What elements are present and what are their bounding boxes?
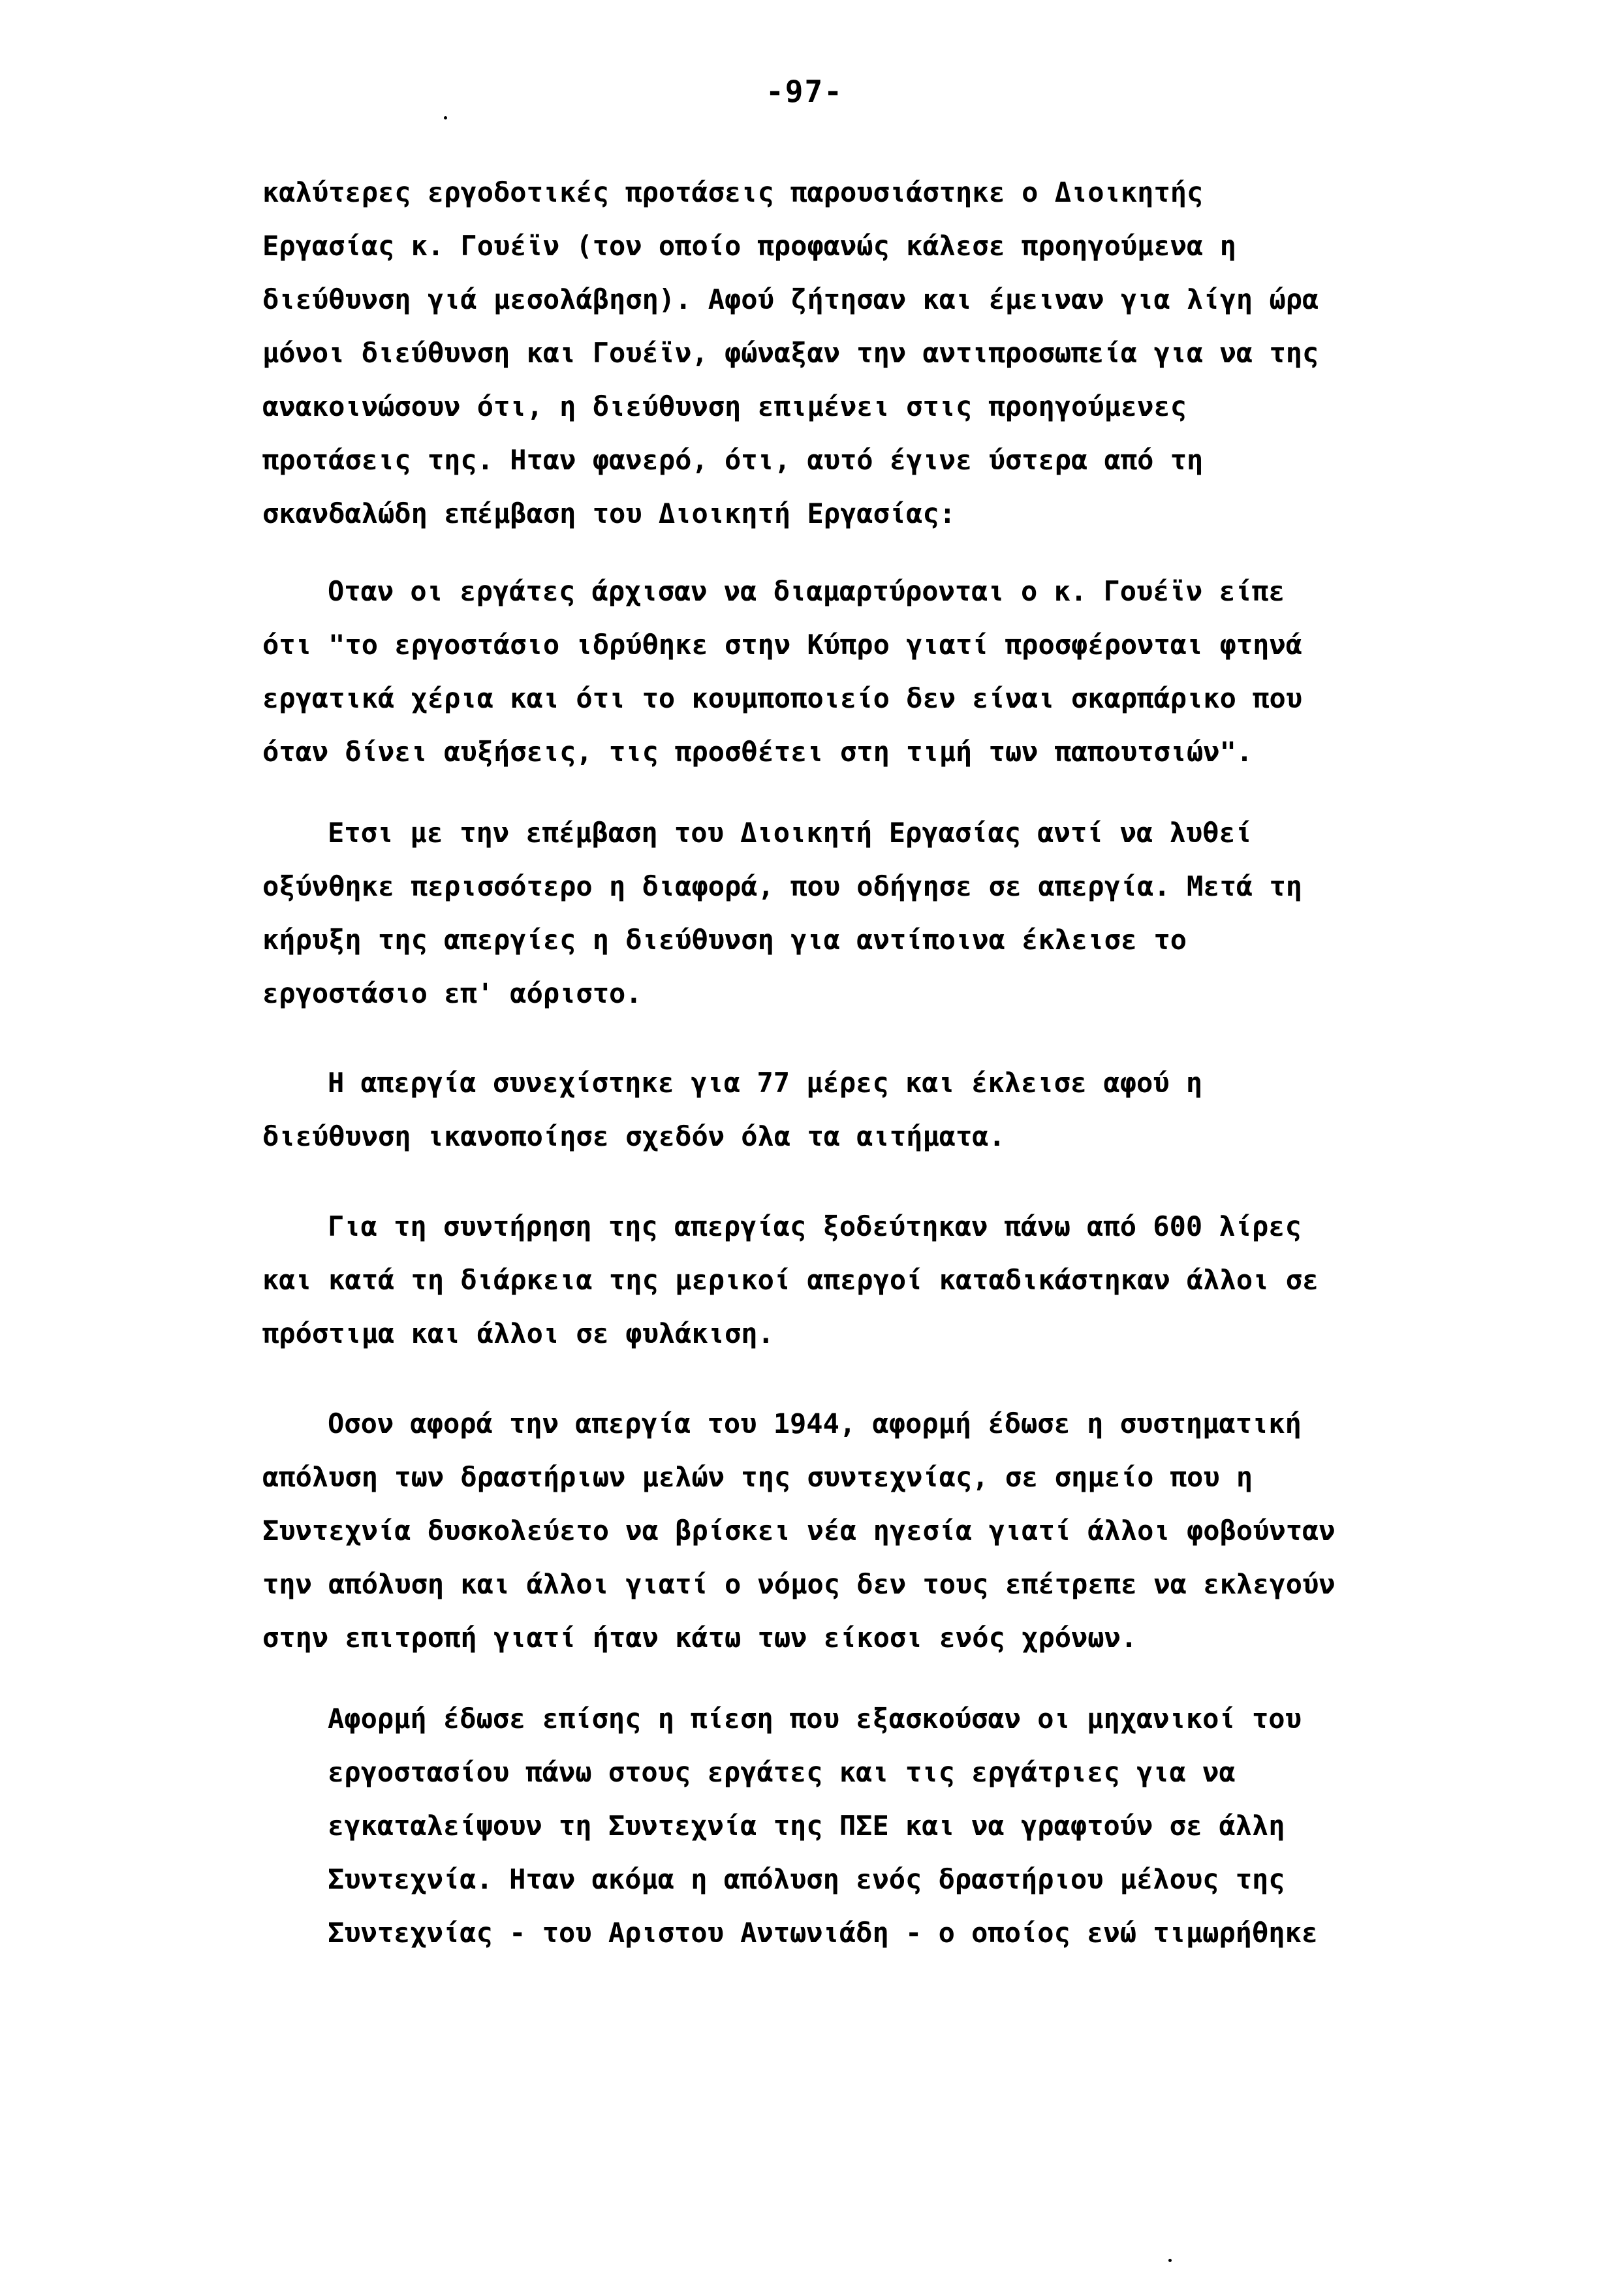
paragraph-4 bbox=[262, 1056, 1202, 1163]
text-line: μόνοι διεύθυνση και Γουέϊν, φώναξαν την αντιπροσωπεία για να της bbox=[262, 337, 1319, 369]
text-line: στην επιτροπή γιατί ήταν κάτω των είκοσι ενός χρόνων. bbox=[262, 1622, 1138, 1654]
text-line: κήρυξη της απεργίες η διεύθυνση για αντίποινα έκλεισε το bbox=[262, 924, 1187, 956]
text-line: και κατά τη διάρκεια της μερικοί απεργοί καταδικάστηκαν άλλοι σε bbox=[262, 1264, 1319, 1296]
text-line: προτάσεις της. Ηταν φανερό, ότι, αυτό έγινε ύστερα από τη bbox=[262, 444, 1204, 476]
text-line: οξύνθηκε περισσότερο η διαφορά, που οδήγησε σε απεργία. Μετά τη bbox=[262, 870, 1303, 902]
text-line: εργατικά χέρια και ότι το κουμποποιείο δεν είναι σκαρπάρικο που bbox=[262, 682, 1303, 714]
text-line: Συντεχνία δυσκολεύετο να βρίσκει νέα ηγεσία γιατί άλλοι φοβούνταν bbox=[262, 1515, 1336, 1547]
text-line: Οταν οι εργάτες άρχισαν να διαμαρτύρονται ο κ. Γουέϊν είπε bbox=[328, 575, 1285, 607]
text-line: ότι "το εργοστάσιο ιδρύθηκε στην Κύπρο γιατί προσφέρονται φτηνά bbox=[262, 629, 1303, 661]
text-line: Εργασίας κ. Γουέϊν (τον οποίο προφανώς κάλεσε προηγούμενα η bbox=[262, 230, 1236, 262]
scan-speck bbox=[444, 116, 447, 119]
text-line: Αφορμή έδωσε επίσης η πίεση που εξασκούσαν οι μηχανικοί του bbox=[328, 1703, 1302, 1735]
text-line: Συντεχνία. Ηταν ακόμα η απόλυση ενός δραστήριου μέλους της bbox=[328, 1863, 1285, 1895]
text-line: πρόστιμα και άλλοι σε φυλάκιση. bbox=[262, 1317, 774, 1349]
text-line: σκανδαλώδη επέμβαση του Διοικητή Εργασίας: bbox=[262, 497, 956, 529]
text-line: την απόλυση και άλλοι γιατί ο νόμος δεν τους επέτρεπε να εκλεγούν bbox=[262, 1568, 1336, 1600]
page-number: -97- bbox=[766, 74, 843, 109]
paragraph-2 bbox=[262, 565, 1302, 779]
paragraph-5 bbox=[262, 1200, 1319, 1360]
text-line: όταν δίνει αυξήσεις, τις προσθέτει στη τιμή των παπουτσιών". bbox=[262, 736, 1253, 768]
paragraph-6 bbox=[262, 1397, 1336, 1665]
text-line: Οσον αφορά την απεργία του 1944, αφορμή έδωσε η συστηματική bbox=[328, 1407, 1302, 1439]
text-line: Ετσι με την επέμβαση του Διοικητή Εργασίας αντί να λυθεί bbox=[328, 817, 1253, 849]
paragraph-1 bbox=[262, 166, 1319, 541]
scan-speck bbox=[1168, 2259, 1172, 2262]
text-line: διεύθυνση γιά μεσολάβηση). Αφού ζήτησαν και έμειναν για λίγη ώρα bbox=[262, 283, 1319, 315]
paragraph-7 bbox=[328, 1692, 1318, 1960]
text-line: εγκαταλείψουν τη Συντεχνία της ΠΣΕ και να γραφτούν σε άλλη bbox=[328, 1810, 1285, 1842]
text-line: Η απεργία συνεχίστηκε για 77 μέρες και έκλεισε αφού η bbox=[328, 1067, 1203, 1099]
text-line: απόλυση των δραστήριων μελών της συντεχνίας, σε σημείο που η bbox=[262, 1461, 1253, 1493]
text-line: Για τη συντήρηση της απεργίας ξοδεύτηκαν πάνω από 600 λίρες bbox=[328, 1210, 1302, 1242]
text-line: Συντεχνίας - του Αριστου Αντωνιάδη - ο οποίος ενώ τιμωρήθηκε bbox=[328, 1917, 1319, 1949]
text-line: ανακοινώσουν ότι, η διεύθυνση επιμένει στις προηγούμενες bbox=[262, 390, 1187, 422]
text-line: εργοστασίου πάνω στους εργάτες και τις εργάτριες για να bbox=[328, 1756, 1236, 1788]
paragraph-3 bbox=[262, 806, 1302, 1020]
text-line: διεύθυνση ικανοποίησε σχεδόν όλα τα αιτήματα. bbox=[262, 1120, 1005, 1152]
text-line: εργοστάσιο επ' αόριστο. bbox=[262, 977, 642, 1009]
text-line: καλύτερες εργοδοτικές προτάσεις παρουσιάστηκε ο Διοικητής bbox=[262, 176, 1204, 208]
